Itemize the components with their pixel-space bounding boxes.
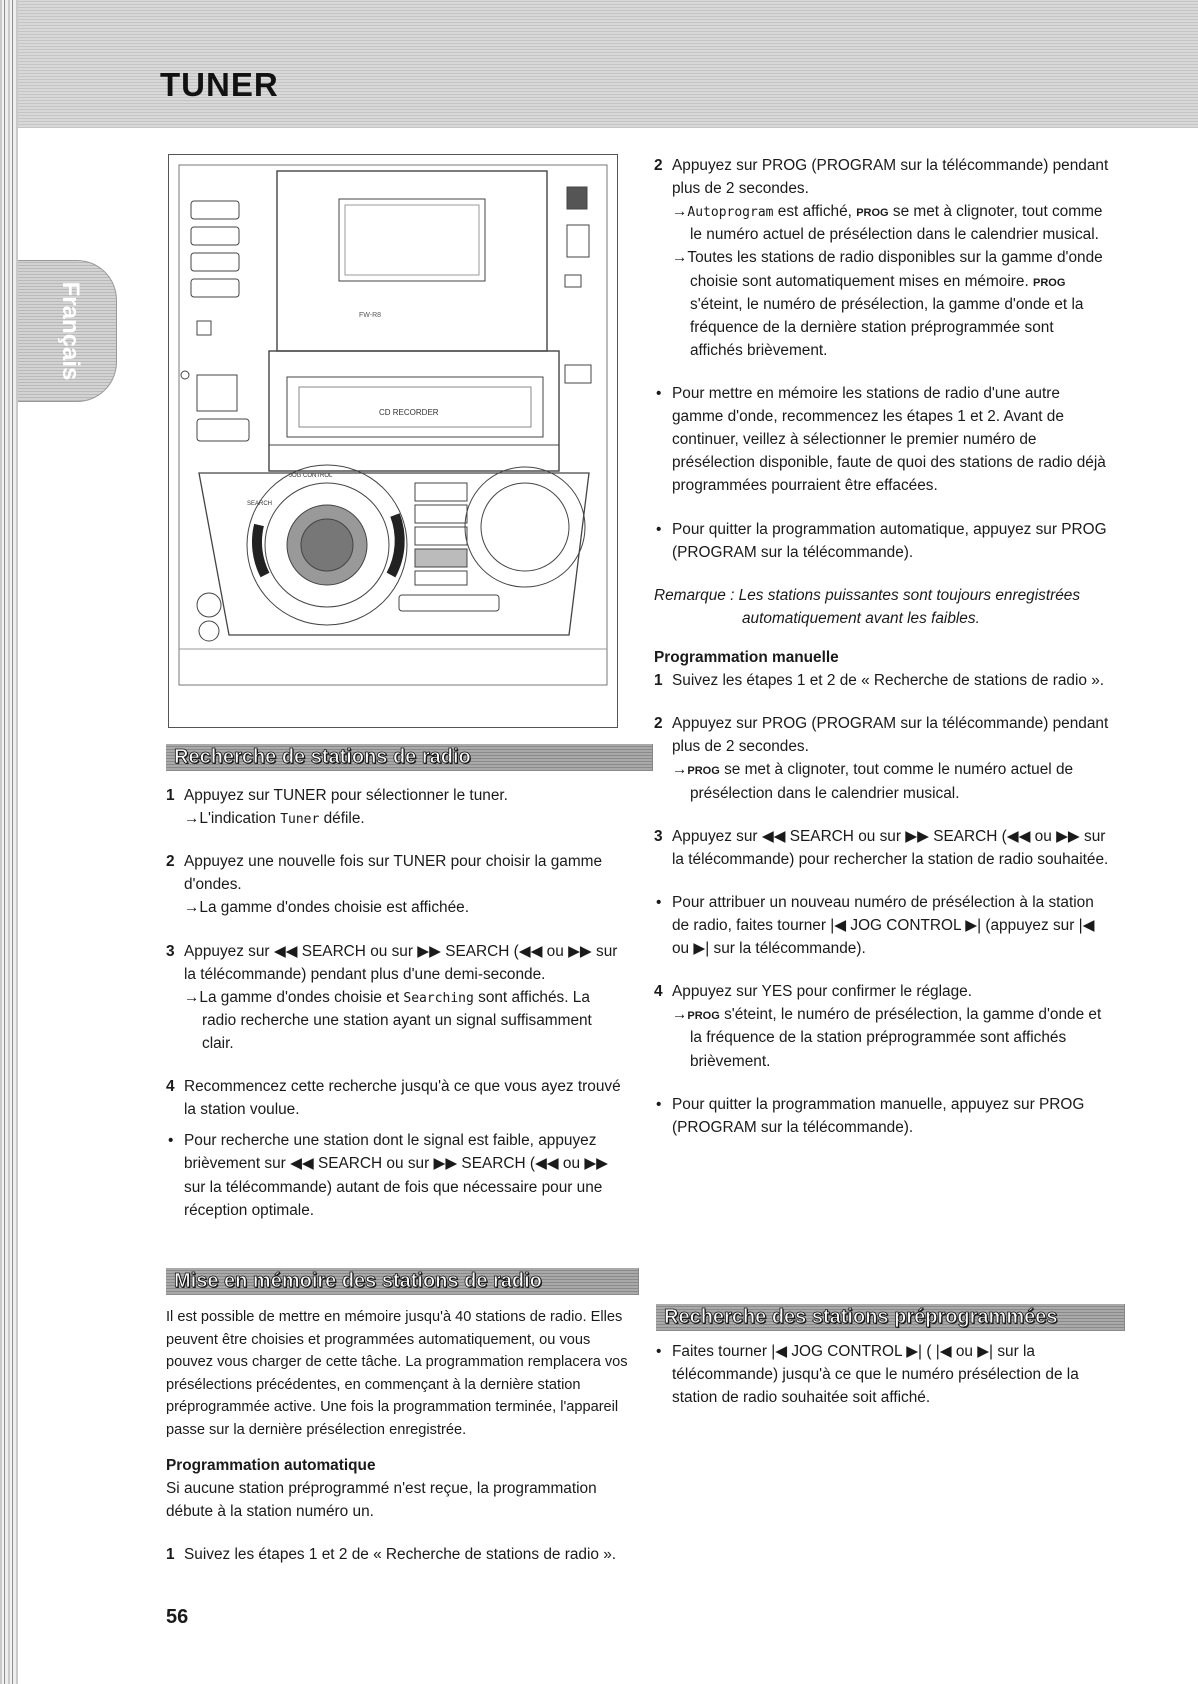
step-text: Appuyez sur TUNER pour sélectionner le tuner.: [184, 787, 508, 804]
manual-bullet-1: [654, 891, 1110, 960]
step-number: 2: [166, 853, 175, 871]
right-column: [654, 154, 1110, 1139]
bullet-text: Faites tourner |◀ JOG CONTROL ▶| ( |◀ ou ▶| sur la télécommande) jusqu'à ce que le numéro présélection de la station de radio souhaitée soit affiché.: [672, 1343, 1079, 1407]
step-number: 2: [654, 157, 663, 174]
manual-step-4-result: →PROG s'éteint, le numéro de présélection, la gamme d'onde et la fréquence de la station préprogrammée sont affichés brièvement.: [672, 1006, 1102, 1070]
s1-step-3-result: →La gamme d'ondes choisie et Searching sont affichés. La radio recherche une station ayant un signal suffisamment clair.: [184, 988, 592, 1052]
auto-step-2-result-1: →Autoprogram est affiché, PROG se met à clignoter, tout comme le numéro actuel de présélection dans le calendrier musical.: [672, 203, 1103, 244]
manual-step-2-result: →PROG se met à clignoter, tout comme le numéro actuel de présélection dans le calendrier musical.: [672, 761, 1074, 802]
arrow-icon: →: [184, 988, 200, 1006]
s1-step-3: [166, 940, 626, 986]
s1-step-1: [166, 784, 626, 807]
scan-edge: [0, 0, 18, 1684]
model-label: FW-R8: [359, 312, 382, 319]
lcd-text: Searching: [403, 990, 474, 1006]
right-column-lower: [654, 1340, 1110, 1409]
memoire-intro: Il est possible de mettre en mémoire jusqu'à 40 stations de radio. Elles peuvent être choisies et programmées automatiquement, ou vous pouvez vous charger de cette tâche. La programmation remplacera vos présélections précédentes, en commençant à la dernière station préprogrammée active. Une fois la programmation terminée, l'appareil passe sur la dernière présélection enregistrée.: [166, 1309, 628, 1439]
step-text: Appuyez une nouvelle fois sur TUNER pour choisir la gamme d'ondes.: [184, 853, 603, 894]
prog-indicator: PROG: [856, 207, 889, 220]
section-heading-memoire: Mise en mémoire des stations de radio: [166, 1268, 639, 1295]
auto-step-2-result-2: →Toutes les stations de radio disponibles sur la gamme d'onde choisie sont automatiquement mises en mémoire. PROG s'éteint, le numéro de présélection, la gamme d'onde et la fréquence de la dernière station préprogrammée sont affichés brièvement.: [672, 249, 1103, 359]
step-number: 3: [166, 942, 175, 960]
step-number: 2: [654, 715, 663, 733]
auto-bullet-1: [654, 382, 1110, 498]
prog-indicator: PROG: [1033, 276, 1066, 289]
remark-note: Remarque : Les stations puissantes sont toujours enregistrées automatiquement avant les faibles.: [654, 586, 1081, 627]
language-tab: [18, 260, 117, 402]
language-tab-label: Français: [57, 281, 84, 381]
arrow-icon: →: [672, 761, 688, 779]
s1-bullet-1: [166, 1129, 626, 1221]
s1-step-2-result: →La gamme d'ondes choisie est affichée.: [184, 899, 469, 917]
bullet-dot: •: [656, 1343, 662, 1360]
step-number: 4: [166, 1078, 175, 1096]
bullet-dot: •: [656, 520, 662, 538]
s1-step-2: [166, 850, 626, 896]
step-text: Suivez les étapes 1 et 2 de « Recherche de stations de radio ».: [184, 1545, 617, 1563]
bullet-text: Pour quitter la programmation automatique, appuyez sur PROG (PROGRAM sur la télécommande).: [672, 520, 1107, 561]
step-text: Recommencez cette recherche jusqu'à ce que vous ayez trouvé la station voulue.: [184, 1078, 621, 1119]
s1-step-4: [166, 1075, 626, 1121]
recorder-label: CD RECORDER: [379, 408, 439, 417]
subhead-auto: Programmation automatique: [166, 1456, 376, 1474]
step-text: Appuyez sur ◀◀ SEARCH ou sur ▶▶ SEARCH (◀◀ ou ▶▶ sur la télécommande) pour rechercher la station de radio souhaitée.: [672, 827, 1109, 868]
arrow-icon: →: [184, 810, 200, 828]
arrow-icon: →: [672, 203, 688, 221]
stereo-drawing: [169, 155, 617, 727]
bullet-dot: •: [168, 1132, 174, 1150]
bullet-text: Pour mettre en mémoire les stations de radio d'une autre gamme d'onde, recommencez les étapes 1 et 2. Avant de continuer, veillez à sélectionner le premier numéro de présélection disponible, faute de quoi des stations de radio déjà programmées pourraient être effacées.: [672, 384, 1106, 495]
auto-step-1: [166, 1543, 628, 1566]
page-number: 56: [166, 1606, 189, 1628]
step-text: Appuyez sur YES pour confirmer le réglage.: [672, 983, 972, 1001]
arrow-icon: →: [184, 899, 200, 917]
arrow-icon: →: [672, 1006, 688, 1024]
step-number: 1: [654, 672, 663, 690]
auto-bullet-2: [654, 518, 1110, 564]
bullet-text: Pour quitter la programmation manuelle, appuyez sur PROG (PROGRAM sur la télécommande).: [672, 1095, 1085, 1136]
step-number: 1: [166, 1545, 175, 1563]
manual-step-3: [654, 825, 1110, 871]
product-illustration: [168, 154, 618, 728]
page-title: TUNER: [160, 66, 279, 103]
section-heading-recherche: Recherche de stations de radio: [166, 744, 653, 771]
search-label: SEARCH: [247, 501, 273, 507]
step-text: Appuyez sur ◀◀ SEARCH ou sur ▶▶ SEARCH (◀◀ ou ▶▶ sur la télécommande) pendant plus d'une demi-seconde.: [184, 942, 618, 983]
manual-step-2: [654, 712, 1110, 758]
subhead-manual: Programmation manuelle: [654, 648, 839, 666]
bullet-dot: •: [656, 1095, 662, 1113]
left-column-lower: [166, 1306, 628, 1566]
step-number: 4: [654, 983, 663, 1001]
prog-indicator: PROG: [687, 765, 720, 778]
bullet-text: Pour recherche une station dont le signal est faible, appuyez brièvement sur ◀◀ SEARCH ou sur ▶▶ SEARCH (◀◀ ou ▶▶ sur la télécommande) autant de fois que nécessaire pour une réception optimale.: [184, 1132, 608, 1219]
auto-intro: Si aucune station préprogrammé n'est reçue, la programmation débute à la station numéro un.: [166, 1479, 597, 1520]
step-text: Appuyez sur PROG (PROGRAM sur la télécommande) pendant plus de 2 secondes.: [672, 157, 1109, 198]
step-number: 3: [654, 827, 663, 845]
bullet-dot: •: [656, 893, 662, 911]
header-band: [18, 0, 1198, 128]
step-number: 1: [166, 787, 175, 804]
arrow-icon: →: [672, 249, 688, 267]
step-text: Suivez les étapes 1 et 2 de « Recherche de stations de radio ».: [672, 672, 1105, 690]
manual-step-4: [654, 980, 1110, 1003]
lcd-text: Autoprogram: [687, 205, 774, 221]
left-column: [166, 784, 626, 1222]
s3-bullet-1: [654, 1340, 1110, 1409]
bullet-text: Pour attribuer un nouveau numéro de présélection à la station de radio, faites tourner |◀ JOG CONTROL ▶| (appuyez sur |◀ ou ▶| sur la télécommande).: [672, 893, 1095, 958]
manual-step-1: [654, 669, 1110, 692]
auto-step-2: [654, 154, 1110, 200]
step-text: Appuyez sur PROG (PROGRAM sur la télécommande) pendant plus de 2 secondes.: [672, 715, 1109, 756]
prog-indicator: PROG: [687, 1010, 720, 1023]
bullet-dot: •: [656, 384, 662, 402]
jog-label: JOG CONTROL: [289, 473, 333, 479]
manual-bullet-2: [654, 1093, 1110, 1139]
s1-step-1-result: →L'indication Tuner défile.: [184, 810, 365, 828]
section-heading-preprogrammees: Recherche des stations préprogrammées: [656, 1304, 1125, 1331]
lcd-text: Tuner: [280, 812, 320, 828]
